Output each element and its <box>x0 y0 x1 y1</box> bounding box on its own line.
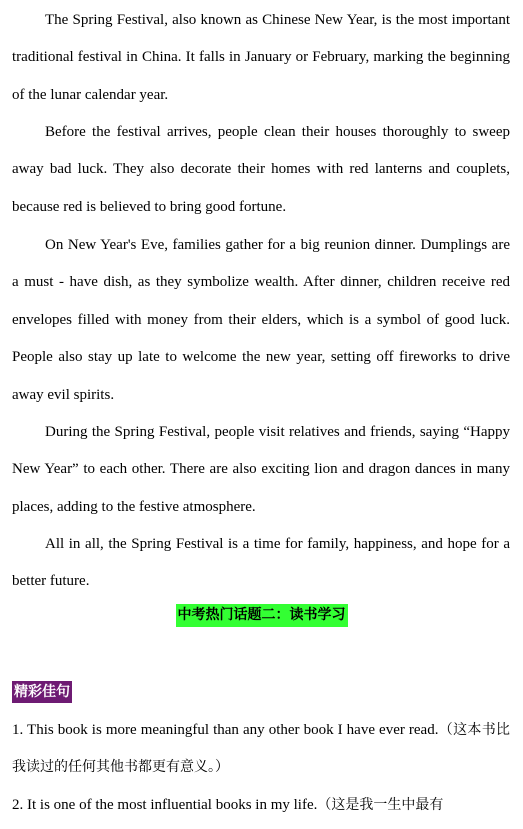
sentence-1-en: 1. This book is more meaningful than any other book I have ever read. <box>12 722 439 738</box>
paragraph-3: On New Year's Eve, families gather for a big reunion dinner. Dumplings are a must - have dish, as they symbolize wealth. After dinner, children receive red envelopes filled with money from their elders, which is a symbol of good luck. People also stay up late to welcome the new year, setting off fireworks to drive away evil spirits. <box>12 237 510 403</box>
sentence-2-en: 2. It is one of the most influential books in my life. <box>12 797 318 813</box>
section-heading-row <box>0 604 523 627</box>
highlight-tag: 精彩佳句 <box>12 681 72 703</box>
section-heading: 中考热门话题二：读书学习 <box>176 604 348 627</box>
paragraph-5: All in all, the Spring Festival is a time for family, happiness, and hope for a better future. <box>12 536 510 590</box>
paragraph-1: The Spring Festival, also known as Chinese New Year, is the most important traditional festival in China. It falls in January or February, marking the beginning of the lunar calendar year. <box>12 12 510 103</box>
paragraph-2: Before the festival arrives, people clean their houses thoroughly to sweep away bad luck. They also decorate their homes with red lanterns and couplets, because red is believed to bring good fortune. <box>12 124 510 215</box>
sentence-1-cn: （这本书比我读过的任何其他书都更有意义。） <box>12 722 511 776</box>
paragraph-4: During the Spring Festival, people visit relatives and friends, saying “Happy New Year” to each other. There are also exciting lion and dragon dances in many places, adding to the festive atmosphere. <box>12 424 510 515</box>
sentence-2-cn: （这是我一生中最有 <box>317 797 444 813</box>
sentence-2 <box>12 787 510 824</box>
sentence-1 <box>12 712 510 787</box>
